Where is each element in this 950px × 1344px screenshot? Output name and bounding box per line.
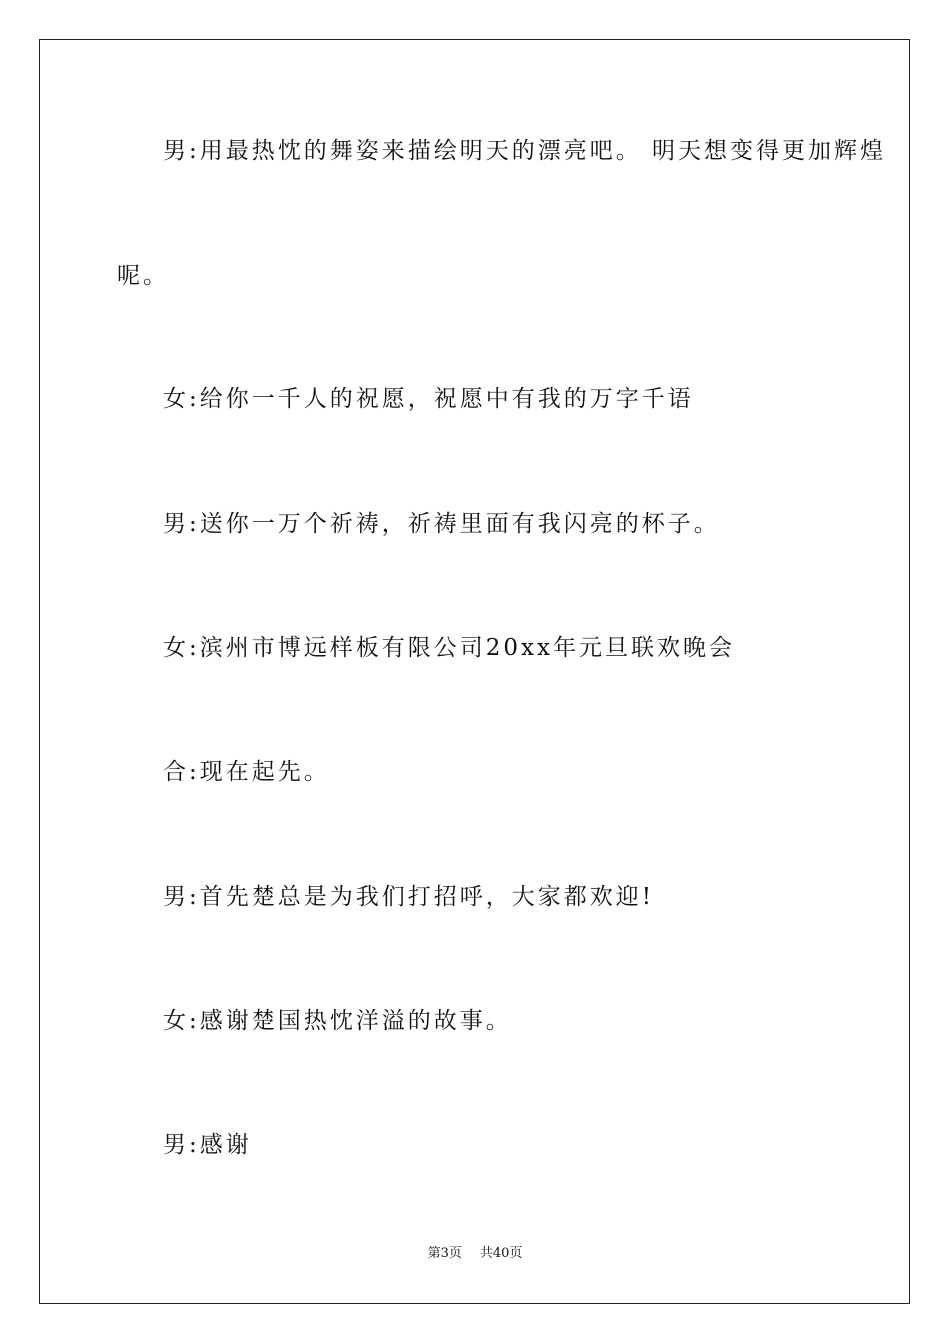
dialogue-line-5: 合:现在起先。 [163, 759, 330, 785]
dialogue-line-8: 男:感谢 [163, 1132, 252, 1158]
dialogue-line-3: 男:送你一万个祈祷，祈祷里面有我闪亮的杯子。 [163, 511, 720, 537]
total-pages: 共40页 [479, 1246, 523, 1261]
dialogue-line-1: 男:用最热忱的舞姿来描绘明天的漂亮吧。 明天想变得更加辉煌 [163, 138, 887, 164]
dialogue-line-1-continued: 呢。 [117, 263, 169, 289]
page-border [39, 39, 910, 1304]
dialogue-line-7: 女:感谢楚国热忱洋溢的故事。 [163, 1008, 512, 1034]
page-footer [0, 1244, 950, 1264]
dialogue-line-2: 女:给你一千人的祝愿，祝愿中有我的万字千语 [163, 386, 694, 412]
dialogue-line-4: 女:滨州市博远样板有限公司20xx年元旦联欢晚会 [163, 635, 735, 661]
dialogue-line-6: 男:首先楚总是为我们打招呼，大家都欢迎! [163, 884, 654, 910]
page-number: 第3页 [427, 1246, 462, 1261]
